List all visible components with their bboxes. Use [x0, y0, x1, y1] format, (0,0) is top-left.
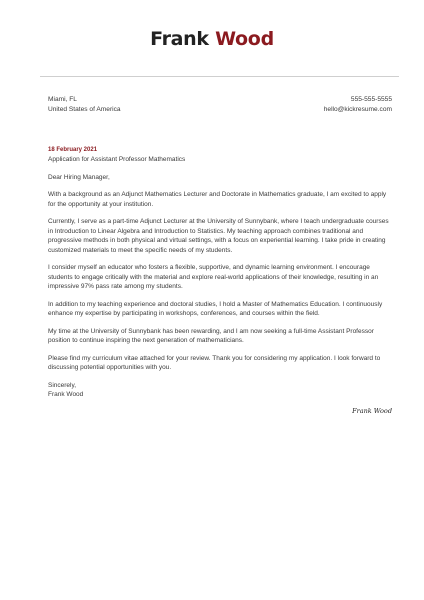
- header-divider: [40, 76, 399, 77]
- handwritten-signature: Frank Wood: [352, 407, 392, 415]
- city-text: Miami, FL: [48, 96, 77, 103]
- letter-body: [48, 146, 392, 400]
- letter-subject: Application for Assistant Professor Mathematics: [48, 156, 186, 163]
- contact-details: [324, 95, 392, 114]
- letter-greeting: Dear Hiring Manager,: [48, 173, 110, 181]
- last-name: Wood: [215, 28, 274, 50]
- letter-paragraph: My time at the University of Sunnybank has been rewarding, and I am now seeking a full-time Assistant Professor position to continue inspiring the next generation of mathematicians.: [48, 327, 374, 344]
- letter-paragraph: I consider myself an educator who fosters a flexible, supportive, and dynamic learning environment. I encourage students to engage critically with the material and explore real-world applications of their knowledge, resulting in an impressive 97% pass rate among my students.: [48, 264, 379, 290]
- letter-closing: Sincerely,: [48, 381, 77, 389]
- email-text: hello@kickresume.com: [323, 105, 392, 113]
- contact-block: [48, 95, 392, 114]
- letter-paragraph: Please find my curriculum vitae attached for your review. Thank you for considering my application. I look forward to discussing potential opportunities with you.: [48, 354, 381, 371]
- address-block: [48, 95, 121, 114]
- country-text: United States of America: [48, 105, 121, 113]
- letter-paragraph: With a background as an Adjunct Mathematics Lecturer and Doctorate in Mathematics graduate, I am excited to apply for the opportunity at your institution.: [48, 191, 387, 208]
- letter-paragraph: In addition to my teaching experience and doctoral studies, I hold a Master of Mathematics Education. I continuously enhance my expertise by participating in workshops, conferences, and courses within the field.: [48, 300, 383, 317]
- letter-paragraph: Currently, I serve as a part-time Adjunct Lecturer at the University of Sunnybank, where I teach undergraduate courses in Introduction to Linear Algebra and Introduction to Statistics. My teaching approach combines traditional and progressive methods in both physical and virtual settings, with a focus on experiential learning. I take pride in creating customized materials to meet the specific needs of my students.: [48, 218, 389, 254]
- name-header: [0, 28, 424, 50]
- letter-closing-name: Frank Wood: [48, 391, 84, 398]
- phone-text: 555-555-5555: [350, 96, 392, 103]
- first-name: Frank: [150, 28, 209, 50]
- letter-date: 18 February 2021: [48, 147, 98, 153]
